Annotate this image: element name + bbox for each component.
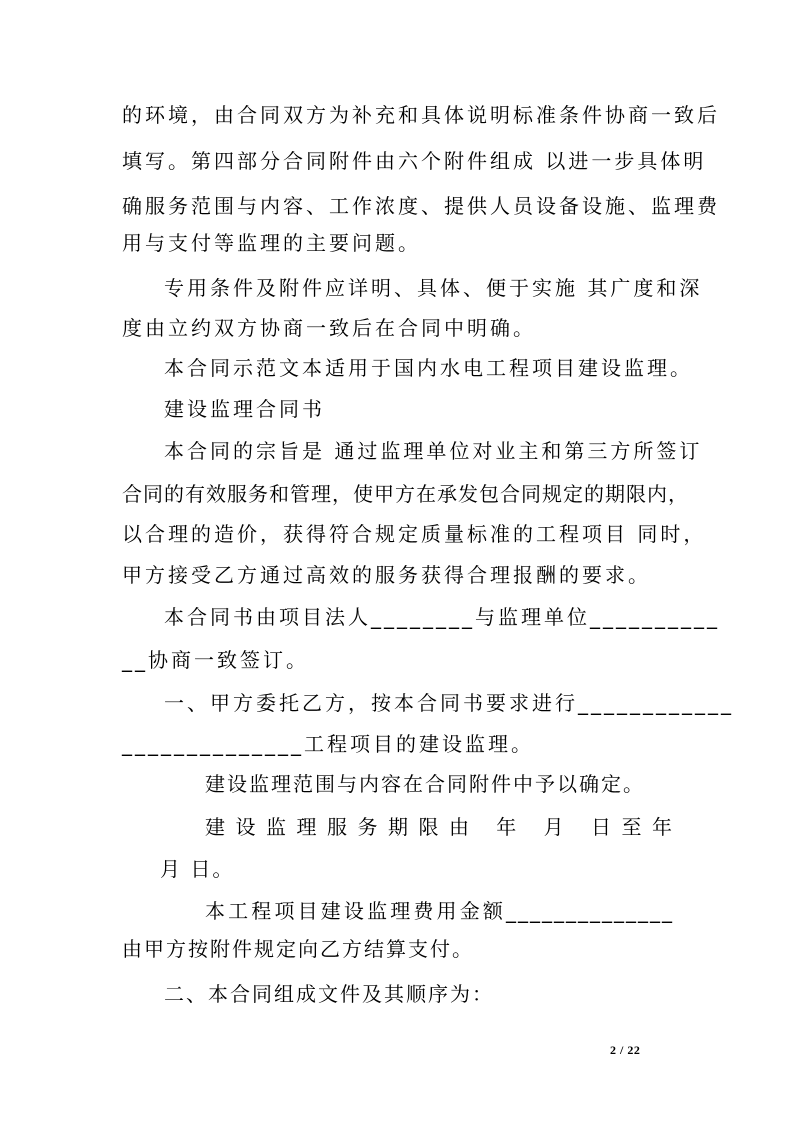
paragraph-line: 甲方接受乙方通过高效的服务获得合理报酬的要求。 xyxy=(122,563,651,587)
paragraph-line: __协商一致签订。 xyxy=(122,648,309,672)
page-number: 2 / 22 xyxy=(610,1043,641,1057)
paragraph-line: 填写。第四部分合同附件由六个附件组成 以进一步具体明 xyxy=(122,149,707,173)
paragraph-line: 月 日。 xyxy=(160,857,235,881)
paragraph-line: 由甲方按附件规定向乙方结算支付。 xyxy=(122,937,474,961)
paragraph-line: 确服务范围与内容、工作浓度、提供人员设备设施、监理费 xyxy=(122,194,720,218)
paragraph-line: 专用条件及附件应详明、具体、便于实施 其广度和深 xyxy=(164,276,703,300)
paragraph-line: 用与支付等监理的主要问题。 xyxy=(122,231,421,255)
paragraph-line: 本合同示范文本适用于国内水电工程项目建设监理。 xyxy=(164,356,693,380)
section-heading: 建设监理合同书 xyxy=(164,397,325,421)
paragraph-line: 一、甲方委托乙方，按本合同书要求进行____________ xyxy=(164,691,734,715)
paragraph-line: 二、本合同组成文件及其顺序为： xyxy=(164,982,494,1006)
paragraph-line: 的环境，由合同双方为补充和具体说明标准条件协商一致后 xyxy=(122,103,720,127)
paragraph-line: 建设监理范围与内容在合同附件中予以确定。 xyxy=(205,772,645,796)
paragraph-line: 建设监理服务期限由 年 月 日至年 xyxy=(205,815,674,839)
paragraph-line: 度由立约双方协商一致后在合同中明确。 xyxy=(122,316,536,340)
paragraph-line: 合同的有效服务和管理，使甲方在承发包合同规定的期限内， xyxy=(122,482,689,506)
paragraph-line: 本合同书由项目法人________与监理单位__________ xyxy=(164,605,720,629)
paragraph-line: 本工程项目建设监理费用金额______________ xyxy=(205,899,674,923)
paragraph-line: 以合理的造价，获得符合规定质量标准的工程项目 同时， xyxy=(122,522,707,546)
paragraph-line: 本合同的宗旨是 通过监理单位对业主和第三方所签订 xyxy=(164,439,703,463)
paragraph-line: ______________工程项目的建设监理。 xyxy=(122,732,534,756)
